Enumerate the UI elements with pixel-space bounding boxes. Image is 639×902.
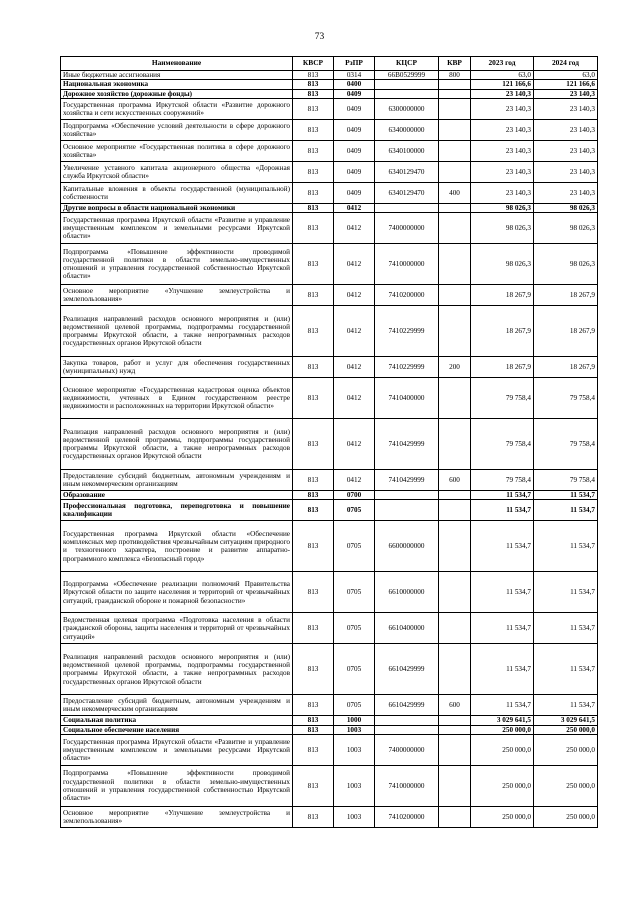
row-rzpr-cell: 0705 <box>334 613 375 644</box>
row-2023-cell: 250 000,0 <box>471 725 534 734</box>
row-2024-cell: 121 166,6 <box>534 80 598 89</box>
row-name-cell: Подпрограмма «Повышение эффективности проводимой государственной политики в области земельно-имущественных отношений и управления государственной собственностью Иркутской области» <box>61 766 293 807</box>
row-2024-cell: 23 140,3 <box>534 98 598 119</box>
row-name-cell: Реализация направлений расходов основного мероприятия и (или) ведомственной целевой программы, подпрограммы государственной программы Иркутской области, а также непрограммных расходов государственных органов Иркутской области <box>61 306 293 357</box>
budget-table <box>60 56 598 828</box>
table-row <box>61 98 598 119</box>
row-2024-cell: 79 758,4 <box>534 419 598 470</box>
row-2023-cell: 250 000,0 <box>471 766 534 807</box>
table-row <box>61 491 598 500</box>
row-kvsr-cell: 813 <box>293 285 334 306</box>
table-row <box>61 80 598 89</box>
row-kvsr-cell: 813 <box>293 470 334 491</box>
row-kcsr-cell: 6340129470 <box>375 182 439 203</box>
table-row <box>61 203 598 212</box>
row-2023-cell: 250 000,0 <box>471 807 534 828</box>
row-kvr-cell <box>439 521 471 572</box>
table-row <box>61 470 598 491</box>
row-kvsr-cell: 813 <box>293 244 334 285</box>
row-kvsr-cell: 813 <box>293 71 334 80</box>
row-rzpr-cell: 0705 <box>334 521 375 572</box>
row-2024-cell: 79 758,4 <box>534 470 598 491</box>
row-kcsr-cell: 7410000000 <box>375 766 439 807</box>
row-rzpr-cell: 0409 <box>334 161 375 182</box>
row-2023-cell: 121 166,6 <box>471 80 534 89</box>
table-row <box>61 695 598 716</box>
row-kvr-cell <box>439 89 471 98</box>
row-2023-cell: 23 140,3 <box>471 140 534 161</box>
row-rzpr-cell: 0412 <box>334 244 375 285</box>
row-2024-cell: 79 758,4 <box>534 378 598 419</box>
row-kvsr-cell: 813 <box>293 644 334 695</box>
row-kvsr-cell: 813 <box>293 213 334 244</box>
row-2023-cell: 3 029 641,5 <box>471 716 534 725</box>
row-rzpr-cell: 1003 <box>334 766 375 807</box>
row-kvr-cell <box>439 378 471 419</box>
row-kvr-cell <box>439 161 471 182</box>
row-kvsr-cell: 813 <box>293 716 334 725</box>
row-kvsr-cell: 813 <box>293 613 334 644</box>
row-2024-cell: 11 534,7 <box>534 644 598 695</box>
row-rzpr-cell: 0409 <box>334 89 375 98</box>
row-rzpr-cell: 0409 <box>334 182 375 203</box>
table-row <box>61 285 598 306</box>
row-2023-cell: 18 267,9 <box>471 306 534 357</box>
row-rzpr-cell: 0412 <box>334 306 375 357</box>
table-row <box>61 613 598 644</box>
table-row <box>61 213 598 244</box>
row-2024-cell: 11 534,7 <box>534 695 598 716</box>
row-kvr-cell <box>439 644 471 695</box>
row-name-cell: Реализация направлений расходов основного мероприятия и (или) ведомственной целевой программы, подпрограммы государственной программы Иркутской области, а также непрограммных расходов государственных органов Иркутской области <box>61 419 293 470</box>
row-kvr-cell <box>439 244 471 285</box>
row-kvsr-cell: 813 <box>293 572 334 613</box>
header-kcsr: КЦСР <box>375 57 439 71</box>
row-kcsr-cell: 6300000000 <box>375 98 439 119</box>
row-name-cell: Капитальные вложения в объекты государственной (муниципальной) собственности <box>61 182 293 203</box>
row-kvr-cell <box>439 491 471 500</box>
row-rzpr-cell: 0409 <box>334 140 375 161</box>
row-kcsr-cell: 7410429999 <box>375 419 439 470</box>
row-kcsr-cell <box>375 491 439 500</box>
row-kvr-cell: 600 <box>439 470 471 491</box>
table-row <box>61 716 598 725</box>
row-rzpr-cell: 1003 <box>334 807 375 828</box>
row-kvr-cell <box>439 735 471 766</box>
row-kcsr-cell: 6340100000 <box>375 140 439 161</box>
table-row <box>61 306 598 357</box>
row-kvsr-cell: 813 <box>293 491 334 500</box>
row-2024-cell: 23 140,3 <box>534 140 598 161</box>
row-name-cell: Основное мероприятие «Улучшение землеустройства и землепользования» <box>61 807 293 828</box>
row-name-cell: Предоставление субсидий бюджетным, автономным учреждениям и иным некоммерческим организациям <box>61 470 293 491</box>
row-kvsr-cell: 813 <box>293 725 334 734</box>
row-kcsr-cell <box>375 89 439 98</box>
row-kvsr-cell: 813 <box>293 521 334 572</box>
row-name-cell: Основное мероприятие «Улучшение землеустройства и землепользования» <box>61 285 293 306</box>
row-2023-cell: 23 140,3 <box>471 119 534 140</box>
row-kcsr-cell: 7400000000 <box>375 213 439 244</box>
row-kvr-cell <box>439 285 471 306</box>
page-number: 73 <box>314 32 325 42</box>
table-row <box>61 766 598 807</box>
row-2024-cell: 18 267,9 <box>534 306 598 357</box>
row-rzpr-cell: 0700 <box>334 491 375 500</box>
row-name-cell: Государственная программа Иркутской области «Развитие дорожного хозяйства и сети искусственных сооружений» <box>61 98 293 119</box>
row-2024-cell: 23 140,3 <box>534 89 598 98</box>
row-kvr-cell <box>439 419 471 470</box>
row-rzpr-cell: 1000 <box>334 716 375 725</box>
row-kvsr-cell: 813 <box>293 306 334 357</box>
row-2023-cell: 79 758,4 <box>471 470 534 491</box>
row-name-cell: Другие вопросы в области национальной экономики <box>61 203 293 212</box>
row-kvsr-cell: 813 <box>293 80 334 89</box>
row-2023-cell: 18 267,9 <box>471 357 534 378</box>
row-2024-cell: 11 534,7 <box>534 521 598 572</box>
row-kcsr-cell: 7410000000 <box>375 244 439 285</box>
row-kcsr-cell: 7410229999 <box>375 306 439 357</box>
row-2023-cell: 79 758,4 <box>471 419 534 470</box>
table-row <box>61 735 598 766</box>
row-2024-cell: 98 026,3 <box>534 203 598 212</box>
row-rzpr-cell: 0412 <box>334 213 375 244</box>
table-row <box>61 644 598 695</box>
table-row <box>61 378 598 419</box>
row-2023-cell: 23 140,3 <box>471 161 534 182</box>
row-name-cell: Реализация направлений расходов основного мероприятия и (или) ведомственной целевой программы, подпрограммы государственной программы Иркутской области, а также непрограммных расходов государственных органов Иркутской области <box>61 644 293 695</box>
row-2023-cell: 11 534,7 <box>471 644 534 695</box>
row-kvr-cell <box>439 500 471 521</box>
row-rzpr-cell: 0400 <box>334 80 375 89</box>
table-row <box>61 725 598 734</box>
row-kcsr-cell: 7410429999 <box>375 470 439 491</box>
row-kvr-cell: 200 <box>439 357 471 378</box>
row-kvr-cell <box>439 140 471 161</box>
row-kvr-cell <box>439 766 471 807</box>
row-name-cell: Образование <box>61 491 293 500</box>
table-row <box>61 89 598 98</box>
row-kvr-cell: 600 <box>439 695 471 716</box>
row-2023-cell: 11 534,7 <box>471 491 534 500</box>
row-kvr-cell <box>439 716 471 725</box>
row-2024-cell: 11 534,7 <box>534 491 598 500</box>
header-year-2024: 2024 год <box>534 57 598 71</box>
row-2023-cell: 79 758,4 <box>471 378 534 419</box>
row-2024-cell: 23 140,3 <box>534 182 598 203</box>
row-2023-cell: 23 140,3 <box>471 98 534 119</box>
row-rzpr-cell: 0412 <box>334 285 375 306</box>
row-name-cell: Социальная политика <box>61 716 293 725</box>
table-row <box>61 244 598 285</box>
row-2023-cell: 11 534,7 <box>471 613 534 644</box>
row-rzpr-cell: 0412 <box>334 419 375 470</box>
header-kvsr: КВСР <box>293 57 334 71</box>
row-2024-cell: 250 000,0 <box>534 766 598 807</box>
row-kvsr-cell: 813 <box>293 378 334 419</box>
row-kcsr-cell: 7410200000 <box>375 285 439 306</box>
row-kvsr-cell: 813 <box>293 766 334 807</box>
row-rzpr-cell: 0705 <box>334 572 375 613</box>
row-2023-cell: 18 267,9 <box>471 285 534 306</box>
row-kvr-cell <box>439 80 471 89</box>
row-rzpr-cell: 0409 <box>334 98 375 119</box>
row-2023-cell: 23 140,3 <box>471 182 534 203</box>
row-2024-cell: 250 000,0 <box>534 735 598 766</box>
table-row <box>61 807 598 828</box>
row-2024-cell: 11 534,7 <box>534 613 598 644</box>
row-2023-cell: 98 026,3 <box>471 213 534 244</box>
row-kvr-cell: 800 <box>439 71 471 80</box>
table-row <box>61 500 598 521</box>
row-kvsr-cell: 813 <box>293 419 334 470</box>
row-2024-cell: 250 000,0 <box>534 807 598 828</box>
row-rzpr-cell: 0412 <box>334 357 375 378</box>
row-2023-cell: 98 026,3 <box>471 203 534 212</box>
row-kvsr-cell: 813 <box>293 357 334 378</box>
row-kvr-cell <box>439 572 471 613</box>
row-name-cell: Социальное обеспечение населения <box>61 725 293 734</box>
row-kcsr-cell: 6610429999 <box>375 644 439 695</box>
row-kvr-cell <box>439 306 471 357</box>
row-kvsr-cell: 813 <box>293 89 334 98</box>
row-kcsr-cell <box>375 716 439 725</box>
row-2023-cell: 11 534,7 <box>471 521 534 572</box>
row-2023-cell: 98 026,3 <box>471 244 534 285</box>
header-year-2023: 2023 год <box>471 57 534 71</box>
row-2024-cell: 23 140,3 <box>534 161 598 182</box>
row-kcsr-cell: 7400000000 <box>375 735 439 766</box>
row-kvr-cell: 400 <box>439 182 471 203</box>
row-2024-cell: 18 267,9 <box>534 357 598 378</box>
row-name-cell: Национальная экономика <box>61 80 293 89</box>
table-header-row <box>61 57 598 71</box>
table-row <box>61 161 598 182</box>
row-kvsr-cell: 813 <box>293 500 334 521</box>
row-2024-cell: 18 267,9 <box>534 285 598 306</box>
row-kvsr-cell: 813 <box>293 807 334 828</box>
row-2024-cell: 98 026,3 <box>534 213 598 244</box>
row-kcsr-cell: 6610429999 <box>375 695 439 716</box>
row-kcsr-cell <box>375 500 439 521</box>
row-name-cell: Основное мероприятие «Государственная кадастровая оценка объектов недвижимости, учтенных в Едином государственном реестре недвижимости и расположенных на территории Иркутской области» <box>61 378 293 419</box>
row-name-cell: Подпрограмма «Обеспечение условий деятельности в сфере дорожного хозяйства» <box>61 119 293 140</box>
row-name-cell: Основное мероприятие «Государственная политика в сфере дорожного хозяйства» <box>61 140 293 161</box>
row-kcsr-cell: 66В0529999 <box>375 71 439 80</box>
table-row <box>61 419 598 470</box>
row-kcsr-cell: 6600000000 <box>375 521 439 572</box>
row-2024-cell: 11 534,7 <box>534 572 598 613</box>
table-row <box>61 182 598 203</box>
row-rzpr-cell: 1003 <box>334 735 375 766</box>
row-rzpr-cell: 0705 <box>334 500 375 521</box>
row-2023-cell: 11 534,7 <box>471 695 534 716</box>
row-kvr-cell <box>439 98 471 119</box>
table-row <box>61 357 598 378</box>
row-2023-cell: 11 534,7 <box>471 572 534 613</box>
row-2023-cell: 250 000,0 <box>471 735 534 766</box>
header-rzpr: РзПР <box>334 57 375 71</box>
row-kcsr-cell <box>375 203 439 212</box>
table-body <box>61 71 598 828</box>
row-kcsr-cell <box>375 725 439 734</box>
row-2023-cell: 11 534,7 <box>471 500 534 521</box>
row-2024-cell: 23 140,3 <box>534 119 598 140</box>
table-row <box>61 572 598 613</box>
row-kcsr-cell: 7410229999 <box>375 357 439 378</box>
row-kvsr-cell: 813 <box>293 140 334 161</box>
row-name-cell: Подпрограмма «Повышение эффективности проводимой государственной политики в области земельно-имущественных отношений и управления государственной собственностью Иркутской области» <box>61 244 293 285</box>
row-kvsr-cell: 813 <box>293 695 334 716</box>
row-rzpr-cell: 1003 <box>334 725 375 734</box>
row-kvr-cell <box>439 203 471 212</box>
row-rzpr-cell: 0705 <box>334 695 375 716</box>
header-kvr: КВР <box>439 57 471 71</box>
row-name-cell: Увеличение уставного капитала акционерного общества «Дорожная служба Иркутской области» <box>61 161 293 182</box>
row-kvr-cell <box>439 119 471 140</box>
row-kvsr-cell: 813 <box>293 203 334 212</box>
row-2024-cell: 63,0 <box>534 71 598 80</box>
row-name-cell: Предоставление субсидий бюджетным, автономным учреждениям и иным некоммерческим организациям <box>61 695 293 716</box>
row-kvsr-cell: 813 <box>293 182 334 203</box>
row-2024-cell: 3 029 641,5 <box>534 716 598 725</box>
row-kcsr-cell: 6610000000 <box>375 572 439 613</box>
row-kcsr-cell: 7410200000 <box>375 807 439 828</box>
row-kvr-cell <box>439 807 471 828</box>
row-kcsr-cell: 6340000000 <box>375 119 439 140</box>
header-name: Наименование <box>61 57 293 71</box>
row-name-cell: Государственная программа Иркутской области «Развитие и управление имущественным комплексом и земельными ресурсами Иркутской области» <box>61 735 293 766</box>
table-row <box>61 140 598 161</box>
row-rzpr-cell: 0412 <box>334 470 375 491</box>
row-name-cell: Ведомственная целевая программа «Подготовка населения в области гражданской обороны, защиты населения и территорий от чрезвычайных ситуаций» <box>61 613 293 644</box>
row-2024-cell: 98 026,3 <box>534 244 598 285</box>
row-2024-cell: 11 534,7 <box>534 500 598 521</box>
row-rzpr-cell: 0314 <box>334 71 375 80</box>
row-kvr-cell <box>439 213 471 244</box>
row-kcsr-cell: 7410400000 <box>375 378 439 419</box>
row-2024-cell: 250 000,0 <box>534 725 598 734</box>
row-kvr-cell <box>439 613 471 644</box>
row-kvsr-cell: 813 <box>293 161 334 182</box>
row-name-cell: Дорожное хозяйство (дорожные фонды) <box>61 89 293 98</box>
row-name-cell: Профессиональная подготовка, переподготовка и повышение квалификации <box>61 500 293 521</box>
row-2023-cell: 23 140,3 <box>471 89 534 98</box>
row-kcsr-cell: 6610400000 <box>375 613 439 644</box>
table-row <box>61 521 598 572</box>
row-rzpr-cell: 0412 <box>334 203 375 212</box>
row-2023-cell: 63,0 <box>471 71 534 80</box>
row-kvsr-cell: 813 <box>293 98 334 119</box>
table-row <box>61 119 598 140</box>
row-kcsr-cell: 6340129470 <box>375 161 439 182</box>
row-name-cell: Государственная программа Иркутской области «Обеспечение комплексных мер противодействия чрезвычайным ситуациям природного и техногенного характера, построение и развитие аппаратно-программного комплекса «Безопасный город» <box>61 521 293 572</box>
row-kvsr-cell: 813 <box>293 735 334 766</box>
row-name-cell: Иные бюджетные ассигнования <box>61 71 293 80</box>
row-kvsr-cell: 813 <box>293 119 334 140</box>
row-rzpr-cell: 0412 <box>334 378 375 419</box>
row-kcsr-cell <box>375 80 439 89</box>
row-name-cell: Государственная программа Иркутской области «Развитие и управление имущественным комплексом и земельными ресурсами Иркутской области» <box>61 213 293 244</box>
row-name-cell: Подпрограмма «Обеспечение реализации полномочий Правительства Иркутской области по защите населения и территорий от чрезвычайных ситуаций, гражданской обороне и пожарной безопасности» <box>61 572 293 613</box>
table-row <box>61 71 598 80</box>
row-name-cell: Закупка товаров, работ и услуг для обеспечения государственных (муниципальных) нужд <box>61 357 293 378</box>
row-kvr-cell <box>439 725 471 734</box>
row-rzpr-cell: 0409 <box>334 119 375 140</box>
row-rzpr-cell: 0705 <box>334 644 375 695</box>
